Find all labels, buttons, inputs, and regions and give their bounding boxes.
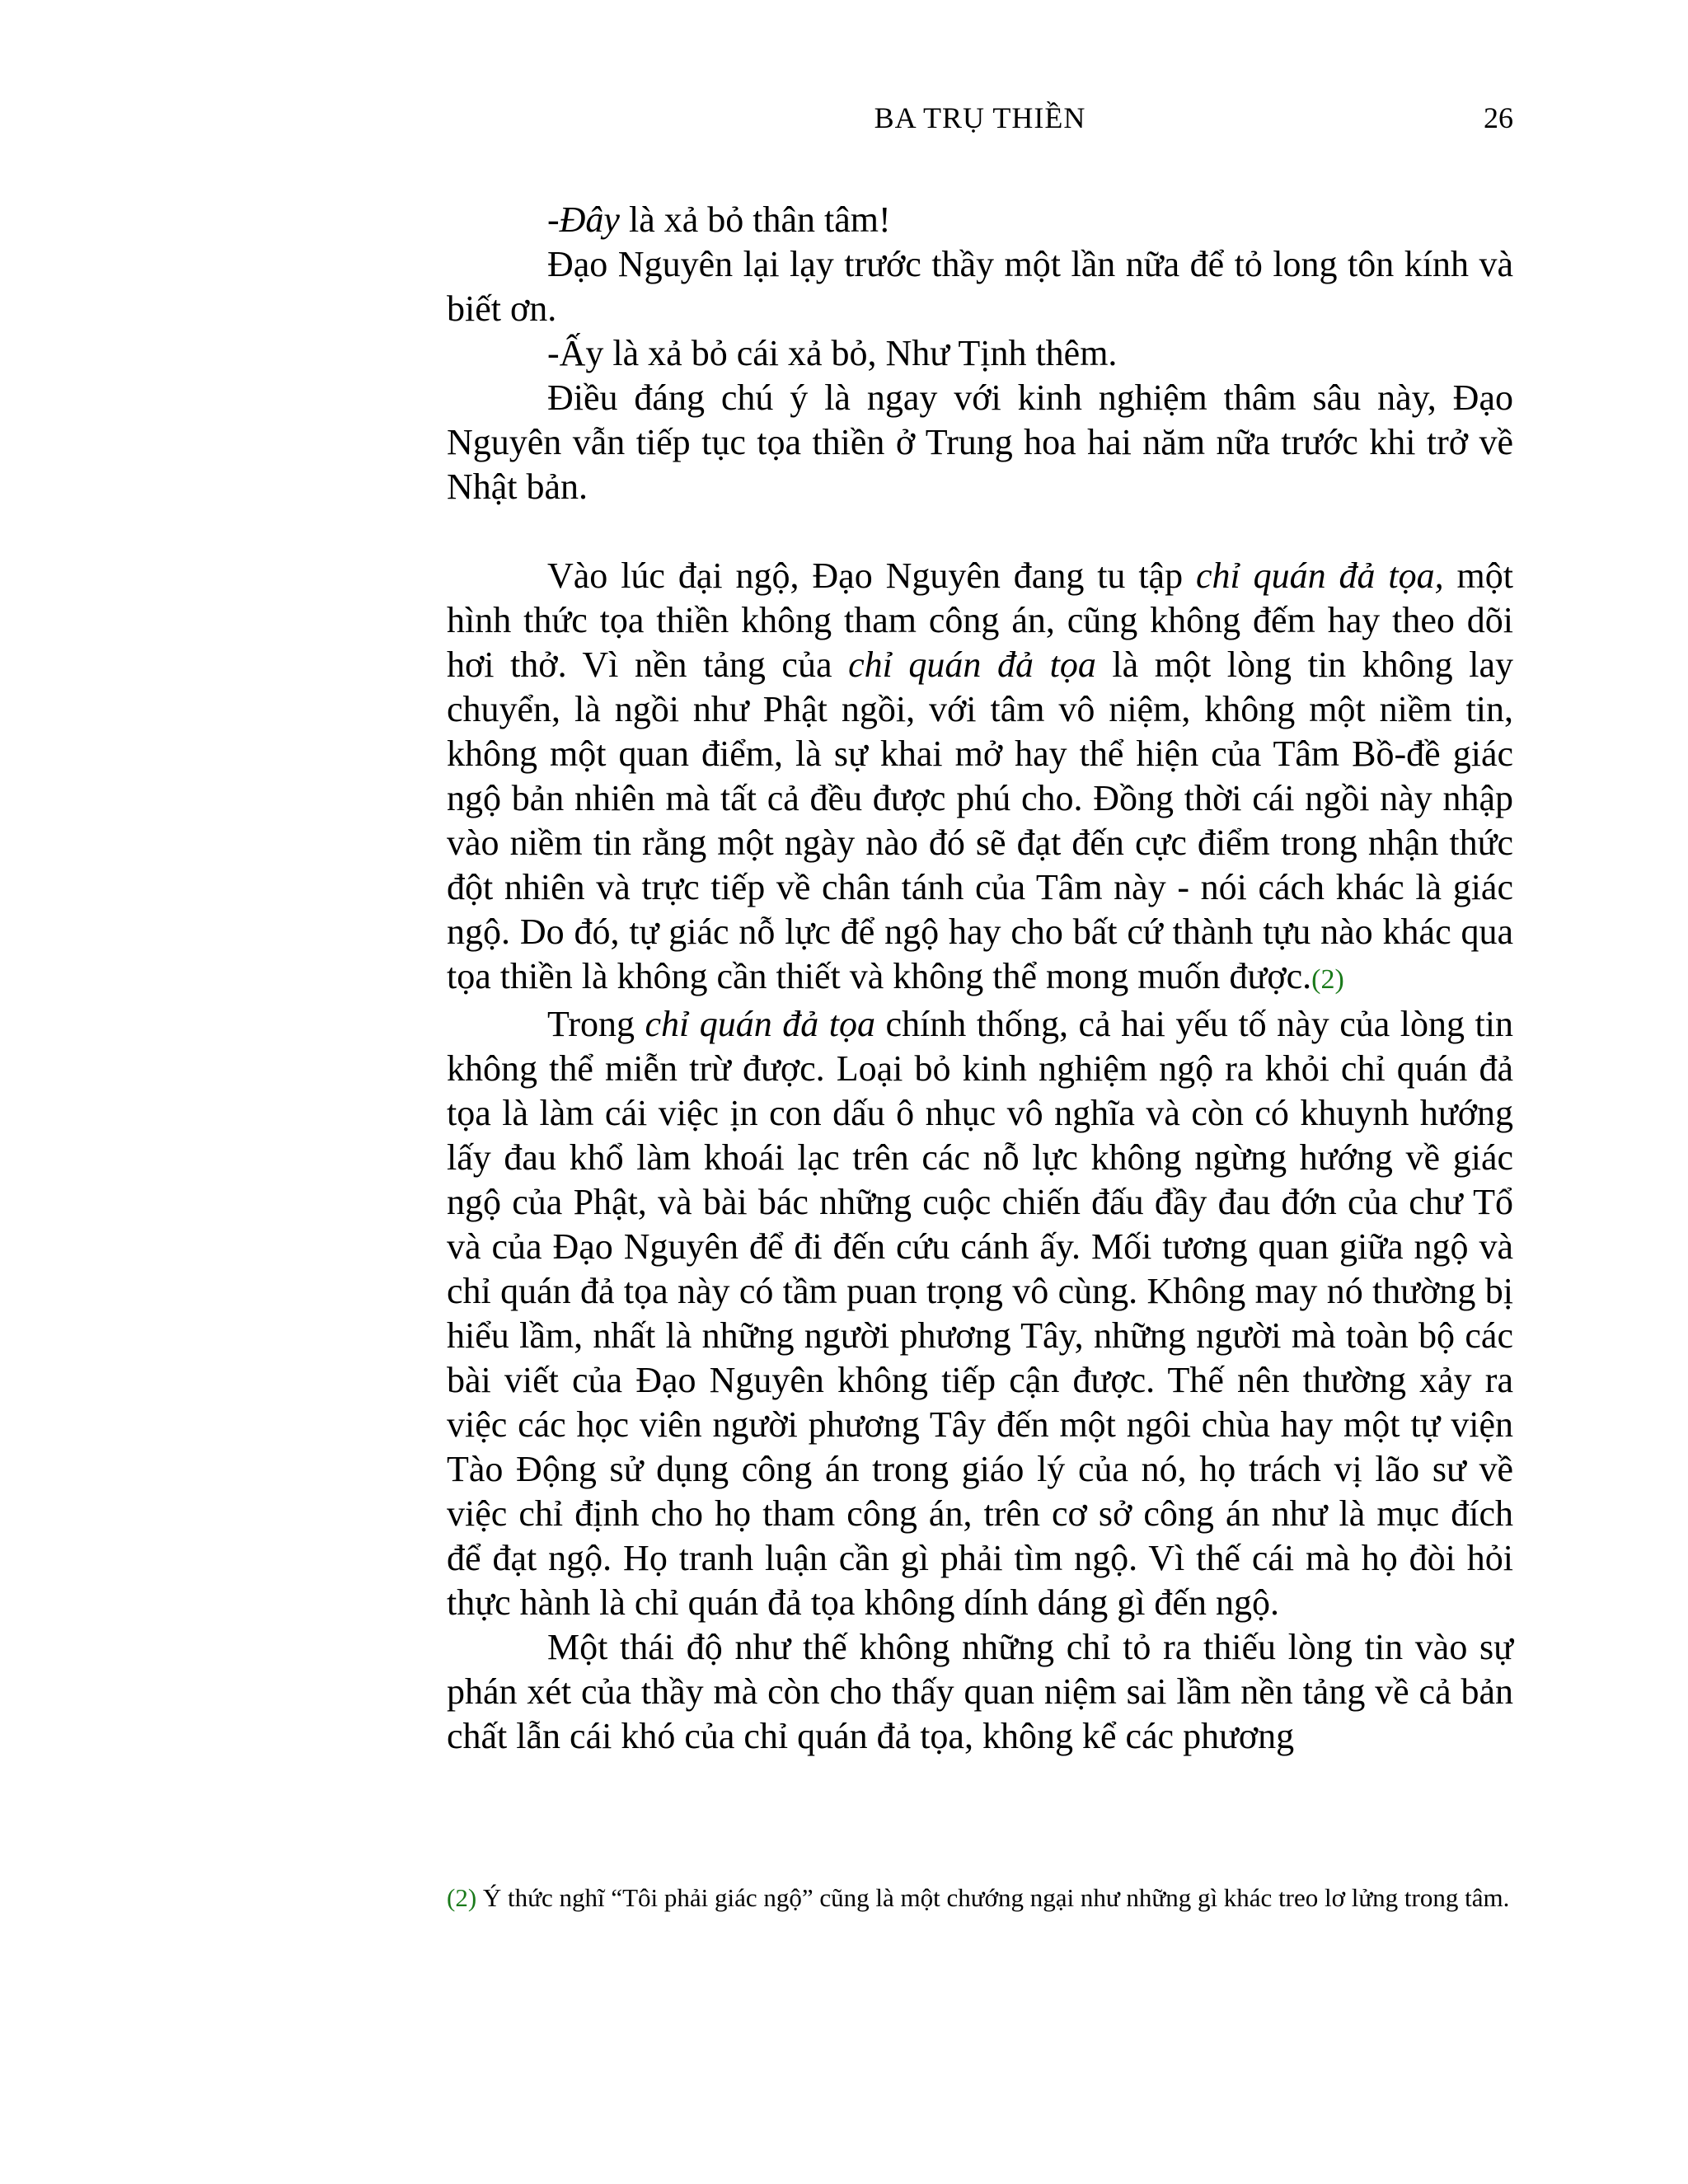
- paragraph-1-text: là xả bỏ thân tâm!: [619, 199, 891, 240]
- paragraph-5-italic-1: chỉ quán đả tọa,: [1195, 555, 1444, 596]
- footnote: [447, 1882, 1513, 1915]
- paragraph-3: -Ấy là xả bỏ cái xả bỏ, Như Tịnh thêm.: [547, 333, 1118, 373]
- paragraph-5-italic-2: chỉ quán đả tọa: [848, 644, 1096, 685]
- book-title: BA TRỤ THIỀN: [874, 101, 1086, 134]
- paragraph-5-text-2: một hình thức tọa thiền không tham công án, cũng không đếm hay theo dõi hơi thở. Vì nền tảng của: [447, 555, 1513, 685]
- paragraph-6-italic-1: chỉ quán đả tọa: [645, 1004, 876, 1044]
- page-number: 26: [1484, 101, 1513, 134]
- paragraph-5-text-3: là một lòng tin không lay chuyển, là ngồi như Phật ngồi, với tâm vô niệm, không một niềm tin, không một quan điểm, là sự khai mở hay thể hiện của Tâm Bồ-đề giác ngộ bản nhiên mà tất cả đều được phú cho. Đồng thời cái ngồi này nhập vào niềm tin rằng một ngày nào đó sẽ đạt đến cực điểm trong nhận thức đột nhiên và trực tiếp về chân tánh của Tâm này - nói cách khác là giác ngộ. Do đó, tự giác nỗ lực để ngộ hay cho bất cứ thành tựu nào khác qua tọa thiền là không cần thiết và không thể mong muốn được.: [447, 644, 1513, 996]
- paragraph-5-text-1: Vào lúc đại ngộ, Đạo Nguyên đang tu tập: [547, 555, 1196, 596]
- paragraph-2: Đạo Nguyên lại lạy trước thầy một lần nữa để tỏ long tôn kính và biết ơn.: [447, 244, 1513, 329]
- paragraph-7: Một thái độ như thế không những chỉ tỏ ra thiếu lòng tin vào sự phán xét của thầy mà còn cho thấy quan niệm sai lầm nền tảng về cả bản chất lẫn cái khó của chỉ quán đả tọa, không kể các phương: [447, 1627, 1513, 1756]
- paragraph-6-text-1: Trong: [547, 1004, 645, 1044]
- footnote-reference-link[interactable]: (2): [1311, 964, 1344, 995]
- running-header: [447, 97, 1513, 138]
- paragraph-4: Điều đáng chú ý là ngay với kinh nghiệm thâm sâu này, Đạo Nguyên vẫn tiếp tục tọa thiền ở Trung hoa hai năm nữa trước khi trở về Nhật bản.: [447, 377, 1513, 507]
- italic-lead: -Đây: [547, 199, 620, 240]
- paragraph-5: [447, 554, 1513, 1002]
- paragraph-6: [447, 1002, 1513, 1625]
- paragraph-1: [447, 198, 1513, 242]
- body-text: [447, 198, 1513, 1759]
- footnote-text: Ý thức nghĩ “Tôi phải giác ngộ” cũng là một chướng ngại như những gì khác treo lơ lửng trong tâm.: [476, 1883, 1510, 1912]
- paragraph-6-text-2: chính thống, cả hai yếu tố này của lòng tin không thể miễn trừ được. Loại bỏ kinh nghiệm ngộ ra khỏi chỉ quán đả tọa là làm cái việc ịn con dấu ô nhục vô nghĩa và còn có khuynh hướng lấy đau khổ làm khoái lạc trên các nỗ lực không ngừng hướng về giác ngộ của Phật, và bài bác những cuộc chiến đấu đầy đau đớn của chư Tổ và của Đạo Nguyên để đi đến cứu cánh ấy. Mối tương quan giữa ngộ và chỉ quán đả tọa này có tầm puan trọng vô cùng. Không may nó thường bị hiểu lầm, nhất là những người phương Tây, những người mà toàn bộ các bài viết của Đạo Nguyên không tiếp cận được. Thế nên thường xảy ra việc các học viên người phương Tây đến một ngôi chùa hay một tự viện Tào Động sử dụng công án trong giáo lý của nó, họ trách vị lão sư về việc chỉ định cho họ tham công án, trên cơ sở công án như là mục đích để đạt ngộ. Họ tranh luận cần gì phải tìm ngộ. Vì thế cái mà họ đòi hỏi thực hành là chỉ quán đả tọa không dính dáng gì đến ngộ.: [447, 1004, 1513, 1623]
- footnote-number: (2): [447, 1883, 477, 1912]
